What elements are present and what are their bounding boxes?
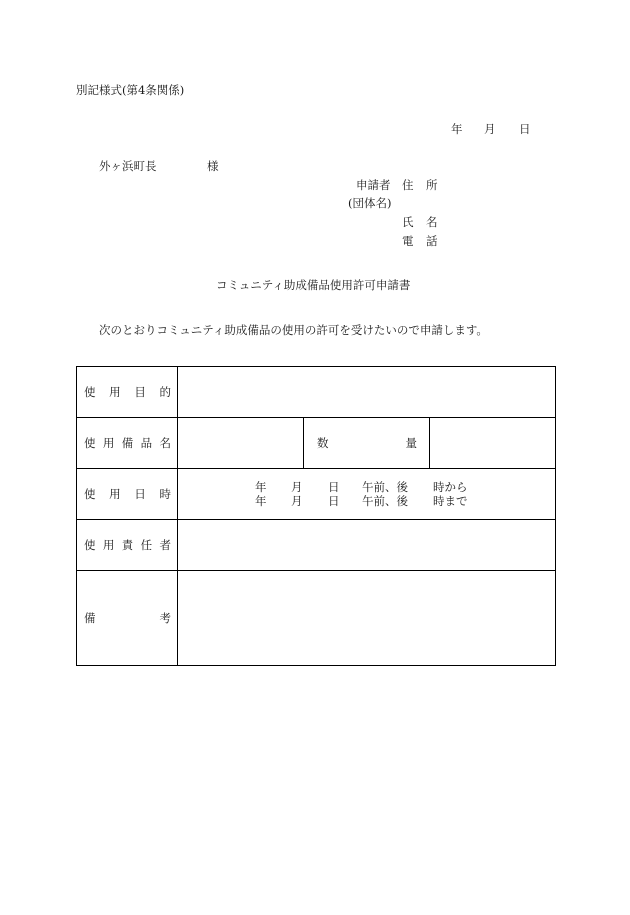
label-char: 用 — [102, 436, 115, 450]
date-month: 月 — [484, 122, 496, 136]
dt-suffix: 時から — [433, 480, 468, 494]
label-char: 用 — [109, 487, 121, 501]
dt-day: 日 — [328, 480, 340, 494]
quantity-value-cell[interactable] — [430, 418, 556, 469]
form-table — [76, 366, 556, 666]
quantity-label-cell — [304, 418, 430, 469]
label-char: 名 — [159, 436, 171, 450]
date-day: 日 — [519, 122, 531, 136]
dt-ampm: 午前、後 — [362, 494, 408, 508]
label-char: 数 — [317, 436, 329, 450]
datetime-value-cell[interactable] — [178, 469, 556, 520]
addressee-honorific: 様 — [207, 159, 219, 173]
applicant-label: 申請者 — [356, 178, 391, 192]
label-char: 目 — [134, 385, 146, 399]
dt-ampm: 午前、後 — [362, 480, 408, 494]
addressee-name: 外ヶ浜町長 — [99, 159, 157, 173]
form-id: 別記様式(第4条関係) — [76, 83, 185, 97]
label-char: 備 — [84, 611, 96, 625]
label-char: 量 — [405, 436, 417, 450]
dt-suffix: 時まで — [433, 494, 468, 508]
purpose-label — [77, 384, 177, 400]
responsible-value-cell[interactable] — [178, 520, 556, 571]
label-char: 備 — [121, 436, 134, 450]
dt-year: 年 — [255, 494, 267, 508]
equipment-row — [77, 418, 556, 469]
equipment-value-cell[interactable] — [178, 418, 304, 469]
label-char: 用 — [109, 385, 121, 399]
phone-label-1: 電 — [402, 234, 414, 248]
date-year: 年 — [451, 122, 463, 136]
datetime-from-line — [178, 480, 555, 494]
phone-label-2: 話 — [426, 234, 438, 248]
purpose-row — [77, 367, 556, 418]
dt-month: 月 — [291, 480, 303, 494]
dt-year: 年 — [255, 480, 267, 494]
remarks-label-cell — [77, 571, 178, 666]
remarks-value-cell[interactable] — [178, 571, 556, 666]
label-char: 者 — [159, 538, 171, 552]
name-label-2: 名 — [426, 215, 438, 229]
address-label-1: 住 — [402, 178, 414, 192]
remarks-label — [77, 610, 177, 626]
label-char: 任 — [140, 538, 153, 552]
label-char: 用 — [102, 538, 115, 552]
label-char: 考 — [159, 611, 171, 625]
datetime-to-line — [178, 494, 555, 508]
equipment-label — [77, 435, 177, 451]
address-label-2: 所 — [426, 178, 438, 192]
datetime-label-cell — [77, 469, 178, 520]
label-char: 品 — [140, 436, 153, 450]
purpose-label-cell — [77, 367, 178, 418]
label-char: 時 — [159, 487, 171, 501]
responsible-label — [77, 537, 177, 553]
responsible-row — [77, 520, 556, 571]
label-char: 使 — [84, 487, 96, 501]
responsible-label-cell — [77, 520, 178, 571]
intro-text: 次のとおりコミュニティ助成備品の使用の許可を受けたいので申請します。 — [99, 323, 488, 337]
remarks-row — [77, 571, 556, 666]
dt-day: 日 — [328, 494, 340, 508]
name-label-1: 氏 — [402, 215, 414, 229]
label-char: 日 — [134, 487, 146, 501]
label-char: 使 — [84, 538, 96, 552]
document-title: コミュニティ助成備品使用許可申請書 — [216, 278, 411, 292]
datetime-row — [77, 469, 556, 520]
equipment-label-cell — [77, 418, 178, 469]
quantity-label — [304, 435, 429, 451]
dt-month: 月 — [291, 494, 303, 508]
datetime-label — [77, 486, 177, 502]
group-label: (団体名) — [348, 196, 392, 210]
label-char: 的 — [159, 385, 171, 399]
label-char: 責 — [121, 538, 134, 552]
purpose-value-cell[interactable] — [178, 367, 556, 418]
label-char: 使 — [84, 385, 96, 399]
label-char: 使 — [84, 436, 96, 450]
